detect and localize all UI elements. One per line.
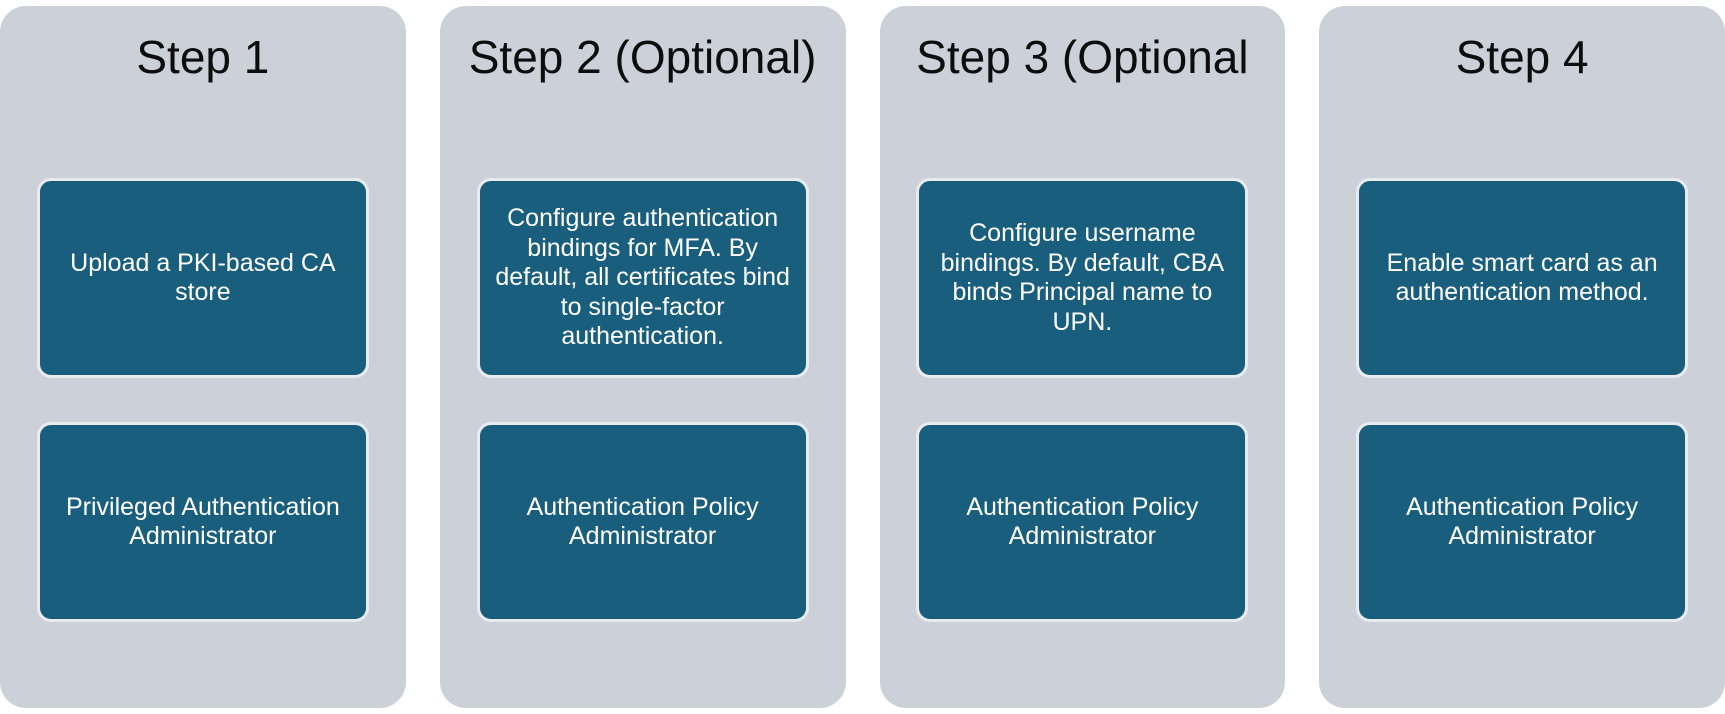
step-task-card-1 <box>37 178 369 378</box>
step-task-card-3 <box>916 178 1248 378</box>
step-task-text-2: Configure authentication bindings for MFA. By default, all certificates bind to single-factor authentication. <box>495 204 790 351</box>
step-role-text-1: Privileged Authentication Administrator <box>65 492 340 550</box>
step-task-text-1: Upload a PKI-based CA store <box>70 248 336 306</box>
step-task-text-4: Enable smart card as an authentication method. <box>1386 248 1658 306</box>
step-role-text-2: Authentication Policy Administrator <box>526 492 759 550</box>
step-task-card-2 <box>477 178 809 378</box>
step-task-card-4 <box>1356 178 1688 378</box>
step-column-1 <box>0 6 406 708</box>
step-title-4: Step 4 <box>1455 31 1589 83</box>
step-role-card-3 <box>916 422 1248 622</box>
step-column-4 <box>1319 6 1725 708</box>
step-column-2 <box>440 6 846 708</box>
step-role-card-2 <box>477 422 809 622</box>
step-task-text-3: Configure username bindings. By default, CBA binds Principal name to UPN. <box>940 219 1225 336</box>
step-role-card-1 <box>37 422 369 622</box>
step-title-2: Step 2 (Optional) <box>468 31 817 83</box>
step-title-3: Step 3 (Optional <box>916 31 1249 83</box>
step-role-text-4: Authentication Policy Administrator <box>1406 492 1639 550</box>
step-column-3 <box>880 6 1286 708</box>
step-role-card-4 <box>1356 422 1688 622</box>
step-role-text-3: Authentication Policy Administrator <box>966 492 1199 550</box>
step-title-1: Step 1 <box>136 31 270 83</box>
